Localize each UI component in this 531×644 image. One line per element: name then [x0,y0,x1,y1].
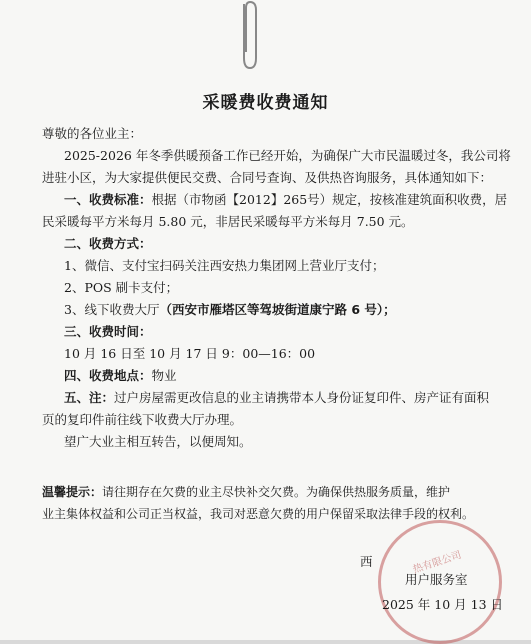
intro-line-2: 进驻小区，为大家提供便民交费、合同号查询、及供热咨询服务，具体通知如下： [42,170,493,185]
section-1-line-2: 民采暖每平方米每月 5.80 元，非居民采暖每平方米每月 7.50 元。 [42,214,414,229]
section-4-label: 四、收费地点： [64,368,152,383]
tip-text: 请往期存在欠费的业主尽快补交欠费。为确保供热服务质量，维护 [102,485,451,499]
signature-date: 2025 年 10 月 13 日 [382,597,503,612]
greeting: 尊敬的各位业主： [42,126,143,141]
seal-text: 热有限公司 [411,549,463,576]
notice-title: 采暖费收费通知 [202,93,329,113]
section-5-line-2: 页的复印件前往线下收费大厅办理。 [42,412,243,427]
section-5 [64,390,489,406]
tip-line-2: 业主集体权益和公司正当权益，我司对恶意欠费的用户保留采取法律手段的权利。 [42,507,475,521]
closing: 望广大业主相互转告，以便周知。 [64,434,252,449]
paper-clip-icon [230,0,270,72]
section-3-time: 10 月 16 日至 10 月 17 日 9：00—16：00 [64,346,316,361]
section-2-item-1: 1、微信、支付宝扫码关注西安热力集团网上营业厅支付； [64,258,385,273]
section-2-label: 二、收费方式： [64,236,152,251]
section-1-text: 根据（市物函【2012】265号）规定，按核准建筑面积收费，居 [151,192,508,207]
section-3-label: 三、收费时间： [64,324,152,339]
intro-line-1: 2025-2026 年冬季供暖预备工作已经开始，为确保广大市民温暖过冬，我公司将 [64,148,511,163]
tip-line-1 [42,484,450,500]
signature-org-prefix: 西 [360,554,373,569]
signature-org: 用户服务室 [405,572,468,587]
section-4 [64,368,177,384]
tip-label: 温馨提示： [42,485,103,499]
section-2-item-3 [64,302,396,318]
section-5-text: 过户房屋需更改信息的业主请携带本人身份证复印件、房产证有面积 [114,390,490,405]
section-1 [64,192,507,208]
section-2-item-2: 2、POS 刷卡支付； [64,280,179,295]
section-2-item-3-label: 3、线下收费大厅 [64,302,160,317]
section-2-item-3-address: （西安市雁塔区等驾坡街道康宁路 6 号）； [159,302,396,317]
section-4-text: 物业 [151,368,177,383]
section-1-label: 一、收费标准： [64,192,152,207]
section-5-label: 五、注： [64,390,115,405]
